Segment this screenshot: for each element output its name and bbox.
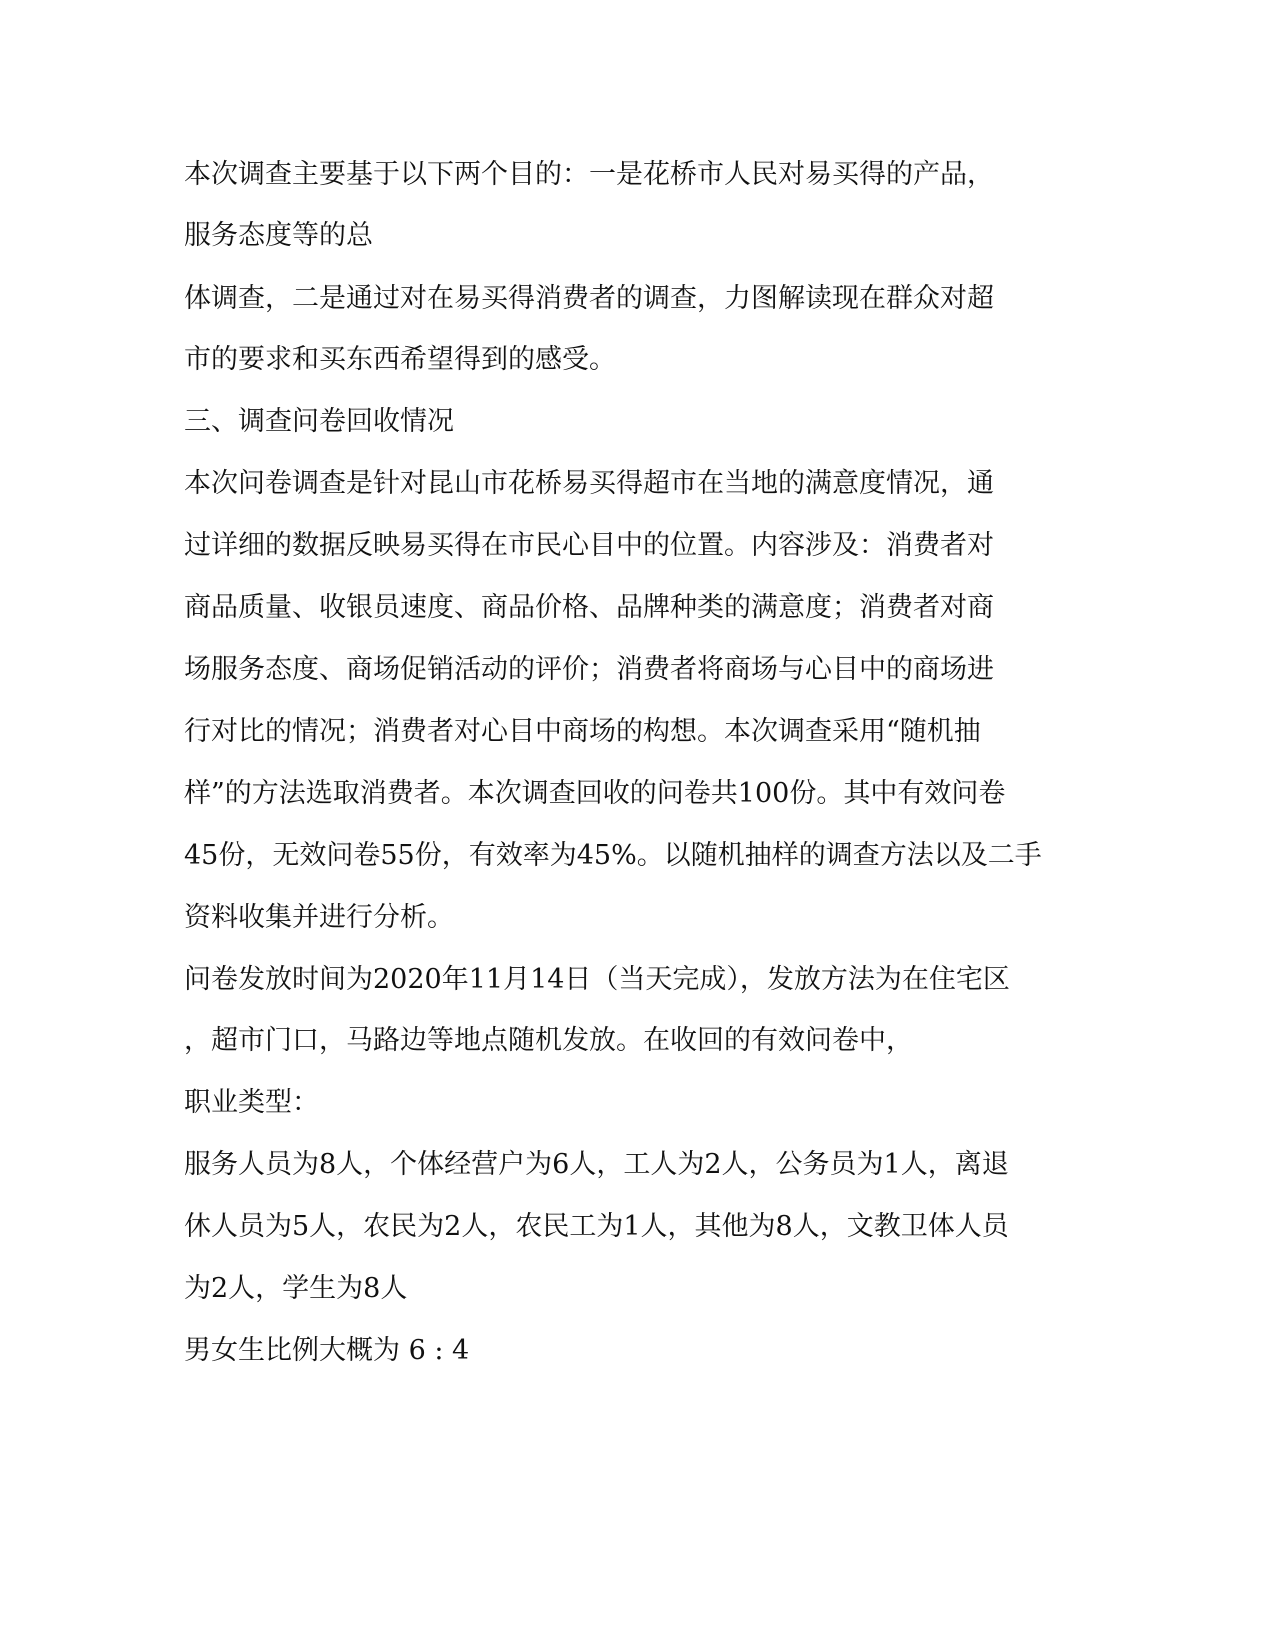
paragraph-line: 商品质量、收银员速度、商品价格、品牌种类的满意度；消费者对商 xyxy=(184,592,994,623)
section-heading: 三、调查问卷回收情况 xyxy=(184,406,454,437)
paragraph-line: 休人员为5人，农民为2人，农民工为1人，其他为8人，文教卫体人员 xyxy=(184,1211,1009,1242)
paragraph-line: 过详细的数据反映易买得在市民心目中的位置。内容涉及：消费者对 xyxy=(184,530,994,561)
paragraph-line: 行对比的情况；消费者对心目中商场的构想。本次调查采用“随机抽 xyxy=(184,716,981,747)
paragraph-line: 资料收集并进行分析。 xyxy=(184,902,454,933)
paragraph-line: 服务态度等的总 xyxy=(184,220,373,251)
paragraph-line: 服务人员为8人，个体经营户为6人，工人为2人，公务员为1人，离退 xyxy=(184,1149,1009,1180)
paragraph-line: 本次调查主要基于以下两个目的：一是花桥市人民对易买得的产品， xyxy=(184,159,994,190)
paragraph-line: 市的要求和买东西希望得到的感受。 xyxy=(184,344,616,375)
paragraph-line: 职业类型： xyxy=(184,1087,319,1118)
paragraph-line: 45份，无效问卷55份，有效率为45%。以随机抽样的调查方法以及二手 xyxy=(184,840,1042,871)
paragraph-line: ，超市门口，马路边等地点随机发放。在收回的有效问卷中， xyxy=(184,1025,913,1056)
paragraph-line: 样”的方法选取消费者。本次调查回收的问卷共100份。其中有效问卷 xyxy=(184,778,1006,809)
paragraph-line: 体调查，二是通过对在易买得消费者的调查，力图解读现在群众对超 xyxy=(184,283,994,314)
paragraph-line: 场服务态度、商场促销活动的评价；消费者将商场与心目中的商场进 xyxy=(184,654,994,685)
paragraph-line: 本次问卷调查是针对昆山市花桥易买得超市在当地的满意度情况，通 xyxy=(184,468,994,499)
paragraph-line: 为2人，学生为8人 xyxy=(184,1273,408,1304)
paragraph-line: 问卷发放时间为2020年11月14日（当天完成），发放方法为在住宅区 xyxy=(184,964,1010,995)
paragraph-line: 男女生比例大概为 6 : 4 xyxy=(184,1335,470,1366)
